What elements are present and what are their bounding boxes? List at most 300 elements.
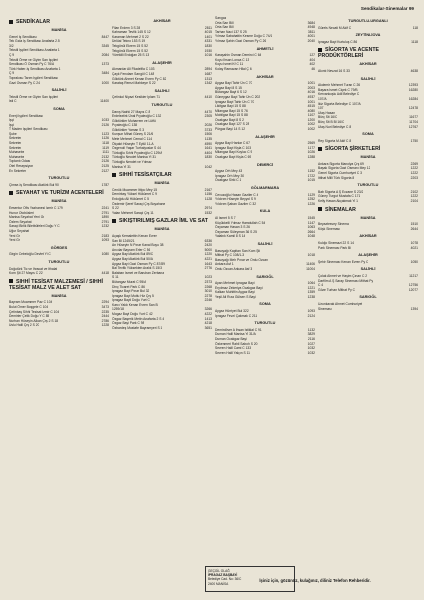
listing-name: Erdoğdu Ali Hükümet C 5 [112,197,150,201]
listing-phone: 2235 [101,309,109,314]
section-heading [318,146,418,152]
listing-row [318,139,418,144]
listing-phone: 1129 [307,192,315,197]
listing-name: Şehir Sineması Kenan Evren Py C [318,259,369,264]
listing-name: Nurhan Hüseyin Alkan Çrş 2 S 18 [9,318,59,323]
listing-name: Kahraman Tevfik 145 S 12 [112,30,151,35]
listing-name: Göktürkler Muharrem ve Lütfü [112,118,156,123]
listing-phone: 2124 [307,313,315,318]
listing-phone: 1222 [410,194,418,199]
section-heading-text: SİGORTA VE ACENTE PRODÜKTÖRLERİ [318,47,379,60]
listing-phone: 1135 [204,137,212,142]
listing-phone: 1015 [307,178,315,183]
listing-phone: 2126 [101,159,109,164]
town-subheading: MANİSA [360,215,376,220]
bullet-square-icon [112,219,116,223]
listing-name: Enerji İşçileri Sendikası [9,113,44,118]
listing-name: Başara İsmet Ciçek C 79/B [318,87,358,92]
listing-phone: 3266 [204,307,212,312]
listing-name: Aygaz Orh Mey 43 [215,169,243,174]
listing-phone: 2974 [204,206,212,211]
listing-phone: 1156 [204,192,212,197]
listing-name: Karcı Yaldı Kenan Evren San Bl [112,302,159,307]
listing-name: Özdemir Şeref Saraçi Çrş Boyahane [112,201,166,206]
town-subheading: AKHİSAR [256,74,274,79]
listing-name: Aygaz Bayi Gazi Osman Py C 87/89 [112,261,165,266]
listing-name: İpragaz Bayi Pınar Bul 32 [112,289,150,294]
section-heading-text: SIKIŞTIRILMIŞ GAZLAR İML VE SAT [119,218,208,225]
town-subheading: ZEYTİNLİOVA [355,33,381,38]
listing-phone: 2811 [204,25,212,30]
listing-name: Özbardeş Mustafe Bayramyeri S 1 [112,325,163,330]
listing-name: Çetinkol Niyazi Kesikier İplam 71 [112,95,161,100]
town-subheading: TURGUTLU [357,183,379,188]
listing-name: Mithat Py C 108/1-3 [215,253,245,258]
listing-phone: 1222 [410,166,418,171]
listing-phone: 4418 [101,271,109,276]
listing-name: Koyu İhsan Lonca C 13 [215,57,250,62]
listing-phone: 2269 [410,161,418,166]
listing-name: Manisa Yi 31 [112,164,131,169]
listing-phone: 1890 [101,215,109,220]
listing-name: Duman Halil Manisa Yi 31/A [215,332,256,337]
listing-phone: 2167 [204,187,212,192]
listing-name: Ulaş Nuri Belediye C 8 [318,124,352,129]
listing-phone: 1313 [204,76,212,81]
listing-name: Demirbay Yüksel Hükümet C 9 [112,192,158,197]
listing-phone: 11704 [409,119,418,124]
listing-row [112,53,212,58]
listing-phone: 1123 [101,131,109,136]
listing-phone: 2278 [204,293,212,298]
section-heading-text: SİNEMALAR [325,206,356,213]
listing-name: Bab Sigorta A Ş Eczane S 23/2 [318,189,364,194]
listing-name: Sekreter [9,136,22,141]
listing-name: Küçükkelli Yılmaz Hamdullah C 54 [215,220,266,225]
section-heading-text: SEYAHAT VE TURİZM ACENTELERİ [16,190,104,197]
bullet-square-icon [112,173,116,177]
listing-phone: 402 [309,62,315,67]
listing-name: Cevuzoğlu Hasan Gaziler C 4 [215,192,259,197]
listing-phone: 3684 [307,20,315,25]
listing-name: Güneygaz Bayi Tahir Ün C 202 [215,94,261,99]
listing-phone: 1787 [101,182,109,187]
listing-phone: 2104 [410,199,418,204]
listing-phone: 1222 [410,171,418,176]
listing-name: Yeni Gr [9,233,20,238]
listing-phone: 1026 [307,150,315,155]
listing-phone: 2026 [204,123,212,128]
listing-name: Tek Gıda İş Sendikası Anafarta 2.5 [9,39,60,44]
listing-name: Ankara Asf 1 [215,262,234,267]
listing-row [9,99,109,104]
section-heading [9,279,109,291]
listing-phone: 1050 [410,259,418,264]
listing-name: Sevren Halil Cami C 133 [215,346,252,351]
listing-row [9,81,109,86]
listing-row [112,326,212,331]
bullet-square-icon [9,279,13,283]
town-subheading: AKHİSAR [153,19,171,23]
listing-phone: 2776 [204,266,212,271]
listing-name: Dinç Ticaret Park C 86 [112,284,145,289]
listing-name: Aygaz Bayi Atatürk Bul 50/A [112,256,153,261]
listing-name: Basoyağı Meh Pınar ve Ordu Ozcan [215,257,268,262]
listing-phone: 1373 [101,62,109,67]
listing-phone: 2246 [204,298,212,303]
listing-phone: 2305 [204,114,212,119]
listing-name: Bürç Sit B Bl 16/C [318,119,345,124]
listing-name: Ocakgaz Sirki C 1 [215,178,242,183]
listing-phone: 1147 [307,220,315,225]
listing-phone: 11406 [306,262,315,267]
column-3 [215,16,315,355]
listing-name: Sevren Halil Yalçın S 11 [215,350,251,355]
listing-name: Yüreklili Erdoğan 25 S 13 [112,53,150,58]
listing-phone: 11004 [306,266,315,271]
listing-name: İsti C [9,99,17,104]
listing-name: Kelly Hasan Akçakmak Yi 1 [318,199,358,204]
listing-phone: 1252 [307,197,315,202]
listing-name: Özyaman Süleyman 36 S 25 [215,229,257,234]
running-head: Sendikalar-Sinemalar 99 [360,6,414,11]
listing-phone: 3829 [307,332,315,337]
town-subheading: TURGUTLU [48,259,70,264]
listing-phone: 1023 [204,275,212,280]
listing-phone: 1288 [307,155,315,160]
listing-phone: 4937 [307,94,315,99]
listing-name: Türkoğlu Sıhhi Pıyaleoğlu C 129/A [112,150,163,155]
listing-name: Ocakgaz Bayi Kişla C 69 [215,155,252,160]
listing-phone: 11677 [409,115,418,120]
listing-name: Basoyağı Kapitan San Kom Şti [215,248,261,253]
listing-name: Arı Hüseyin N Pınar Kanal Boyu 38 [112,243,164,248]
listing-phone: 1032 [307,346,315,351]
town-subheading: MANİSA [51,28,67,32]
listing-phone: 4080 [307,108,315,113]
listing-name: Çimse-İş Sendikası Atatürk Bul 90 [9,182,59,187]
listing-name: Koyu İsmet Kf C 11 [215,62,244,67]
listing-name: Karataş Remzi Mahkeye S 22 [112,81,156,86]
listing-name: Aygaz Hürriyet Bul 322 [215,309,249,314]
town-subheading: GÖRDES [50,245,68,250]
listing-name: Başak Sigorta Gazi Osmanı Mey 12 [318,166,371,171]
listing-name: Doğutürk Tic ve İhracat ve İthalat [9,266,58,271]
listing-row [9,252,109,257]
listing-phone: 404 [309,57,315,62]
listing-phone: 2203 [410,175,418,180]
listing-name: Kervankoşlu Adil Belediye C [318,92,360,97]
listing-phone: 2644 [410,226,418,231]
listing-phone: 2664 [307,229,315,234]
listing-phone: 8447 [101,34,109,39]
listing-row [215,267,315,272]
listing-name: Ç 9 [9,52,15,57]
listing-phone: 12756 [408,283,418,288]
listing-name: Milangaz Bayi Koyluc C 9 [215,150,253,155]
listing-name: Güney Turgut Mustafa C 171 [318,194,361,199]
section-heading-text: SENDİKALAR [16,19,51,25]
listing-row [215,314,315,319]
town-subheading: GÖLMARMARA [250,186,280,190]
listing-row [318,26,418,31]
town-subheading: TURGUTLU [48,176,70,181]
listing-phone: 1830 [204,43,212,48]
listing-phone: 2040 [307,38,315,43]
listing-phone: 12077 [408,287,418,292]
footer-slogan: İşiniz için, gözünüz, kulağınız, diliniz Telefon Rehberidir. [259,578,371,583]
listing-phone: 1093 [307,309,315,314]
listing-name: Yalan Mehmet Saraçi Çrş 11 [112,210,154,215]
listing-phone: 3473 [101,304,109,309]
listing-row [215,67,315,72]
listing-name: Sarıgaz [215,16,227,20]
town-subheading: SALİHLİ [360,267,376,272]
listing-phone: 16280 [408,87,418,92]
column-1 [9,16,109,328]
listing-row [9,238,109,243]
listing-name: Toplantı Odası [9,159,31,164]
listing-name: Çayk Fenolam Sarıgöl C 148 [112,71,155,76]
listing-name: Duman Ocakgaz Bayi [215,337,247,342]
listing-phone: 4016 [307,90,315,95]
listing-name: Köşk Sineması [318,226,340,231]
bullet-square-icon [318,48,322,52]
listing-name: Mobilgaz Bayi 15 S 88 [215,113,248,118]
listing-name: Al İsmet 5 S 7 [215,215,236,220]
listing-name: Göze Turhan Mithat Py C [318,287,356,292]
listing-name: Çolak Ahmet ve Haşim Çınan C 2 [318,273,368,278]
listing-row [9,169,109,174]
listing-phone: 1107 [307,113,315,118]
town-subheading: TURGUTLU [254,321,276,326]
town-subheading: SOMA [362,132,374,137]
listing-name: Karaşahin Osman Demirci C 64 [215,53,262,58]
listing-name: Tekgönül Ekrem 15 S 52 [112,43,148,48]
listing-name: Likitgaz Bayi 15 S 88 [215,104,246,109]
listing-phone: 2894 [204,67,212,72]
listing-name: Sekreter [9,145,22,150]
listing-name: Park Sineması Park Bi [318,245,351,250]
town-subheading: SARIGÖL [256,274,274,279]
listing-name: Kom Şti 27 Mayıs C 22 [9,271,43,276]
listing-name: İkiz Sigorta Belediye C 107/A [318,101,361,106]
listing-name: Ordu Ozcan Ankara Asf 3 [215,266,253,271]
listing-name: İttihat Milli Türk Sigorta 8 [318,175,355,180]
listing-phone: 5000 [204,247,212,252]
listing-phone: 4222 [204,312,212,317]
listing-phone: 1545 [307,215,315,220]
listing-phone: 2084 [101,52,109,57]
listing-phone: 2786 [101,318,109,323]
listing-name: San Bl 1245/21 [112,238,135,243]
ad-line-1: GEÇGİL OLAĞ [208,569,230,573]
listing-row [112,165,212,170]
listing-phone: 16284 [408,96,418,101]
town-subheading: SALİHLİ [51,88,67,93]
listing-phone: 1722 [307,173,315,178]
listing-name: Darfilm A Ş Saray Sineması Mithat Py [318,278,374,283]
listing-name: Akmardar Ali Filadelfia C 103 [112,67,155,72]
listing-row [112,81,212,86]
listing-row [9,323,109,328]
town-subheading: KULA [259,209,271,214]
listing-phone: 2791 [101,219,109,224]
listing-name: Özgaz Bayi Park C 98 [112,321,145,326]
listing-name: Hunur Otobüsleri [9,210,34,215]
listing-row [112,95,212,100]
listing-phone: 1126 [101,136,109,141]
listing-name: Ocakgaz Bayi 8 S 2 [215,117,244,122]
bullet-square-icon [318,207,322,211]
listing-name: Özgaz Başerik Metin Anafarta 2 S 4 [112,316,165,321]
listing-name: Uzunkavak Ahmet Cumhuriyet [318,301,363,306]
listing-name: Şube [9,131,17,136]
listing-row [215,155,315,160]
listing-name: Yıldırım Şaban Gaziler C 32 [215,201,257,206]
listing-name: Girgin Cebeloğlu Devlet Yi C [9,252,51,257]
listing-phone: 1641 [204,146,212,151]
listing-name: T Maden İşçileri Sendikası [9,127,48,132]
listing-name: Danış Nairki 27 Mayıs C 8 [112,109,151,114]
listing-phone: 2294 [101,300,109,305]
listing-phone: 1221 [307,285,315,290]
listing-row [215,295,315,300]
column-4 [318,16,418,311]
listing-phone: 4331 [204,39,212,44]
town-subheading: MANİSA [51,293,67,298]
listing-name: Sekreter [9,141,22,146]
listing-name: Demirler Çelik Doğu Y C 85 [9,314,50,319]
listing-row [318,199,418,204]
listing-name: Filan Erdem 3 S 28 [112,25,141,30]
listing-phone: 1002 [307,122,315,127]
listing-name: 107 [318,106,324,111]
section-heading [9,190,109,196]
listing-name: Pürgaz Bayi 14 S 12 [215,127,246,132]
listing-phone: 11217 [409,273,418,278]
bullet-square-icon [9,20,13,24]
town-subheading: MANİSA [51,199,67,204]
listing-name: S 22 [112,206,119,211]
listing-name: Bal Tevfik Yüksekten Aralık S 15/3 [112,266,162,271]
listing-phone: 1118 [102,141,109,146]
listing-name: Orta San Bill [215,20,234,25]
listing-name: Gürels Necati M Akif C [318,25,352,30]
listing-row [215,127,315,132]
listing-name: Tekstil Örme ve Giyim San İşçileri [9,94,59,99]
listing-phone: 1930 [204,48,212,53]
listing-name: 3/2 [9,43,14,48]
listing-phone: 1750 [410,138,418,143]
listing-phone: 2268 [204,284,212,289]
listing-name: Tekstil Örme ve Giyim San İşçileri [9,57,59,62]
listing-row [215,234,315,239]
listing-name: Milangaz Bayi 15 S 76 [215,108,248,113]
listing-name: Genel Sigorta Cumhuriyet C 3 [318,171,362,176]
listing-phone: 127 [309,53,315,58]
listing-name: Ocakgaz Bayi 127 S 28 [215,122,250,127]
listing-name: Ipragaz Bayi Tahir Ün C 70 [215,99,255,104]
listing-phone: 1506 [204,132,212,137]
section-heading [112,218,212,224]
listing-row [318,125,418,130]
listing-name: Eryılmaz Zekeriya Ocakgaz Bayi [215,285,263,290]
column-2 [112,16,212,330]
listing-name: Demirdöver A İhsan İstiklal C 91 [215,327,262,332]
town-subheading: ALAŞEHİR [152,60,172,65]
listing-name: Mete Mehmet Cemal C 114 [112,137,153,142]
listing-phone: 1018 [307,253,315,258]
listing-row [318,260,418,265]
listing-name: Çetinbaş Sihhi Tesisat İzmir C 104 [9,309,60,314]
listing-phone: 2102 [410,189,418,194]
listing-name: İpragaz Bayii Doğu Yurt C [112,298,150,303]
town-subheading: ALAŞEHİR [255,134,275,139]
listing-name: Türkoğlu Nendet ve Yılmaz [112,160,152,165]
listing-phone: 2373 [204,279,212,284]
listing-phone: 4221 [204,256,212,261]
listing-name: Cenük Muammer Ittipo Mey 15 [112,187,158,192]
listing-name: Rey Sigorta M Akif C 8 [318,138,352,143]
listing-name: Özkenmeri Rahil Saboh S 20 [215,341,258,346]
listing-row [9,183,109,188]
listing-name: Manisa Seyahat Yeni Gr [9,215,45,220]
listing-phone: 2241 [101,206,109,210]
listing-name: Sineması [318,306,332,311]
listing-name: Aygaz Bayi 8 S 15 [215,85,242,90]
listing-phone: 1002 [307,127,315,132]
listing-phone: 12767 [408,124,418,129]
listing-name: Ulaş Hasan [318,110,336,115]
town-subheading: AKHİSAR [359,234,377,239]
listing-name: Özyaman Hasan 3 S 26 [215,225,251,230]
listing-phone: 1016 [204,53,212,58]
listing-phone: 4590 [204,141,212,146]
listing-phone: 2132 [101,154,109,159]
listing-name: Gazi Osman Py C 24 [9,80,40,85]
listing-name: Ayan Mehmet İpragaz Bayi [215,281,255,286]
listing-name: Yılmaz Şahin Gazi Osman Py C 26 [215,38,267,43]
section-heading-text: SIHHİ TESİSAT MALZEMESİ / SIHHİ TESİSAT MALZ VE ALET SAT [9,278,103,291]
listing-name: Türkoğlu Necdet Manisa Yi 31 [112,155,156,160]
listing-name: Türk Haber-İş Sendikası Anafarta 1 [9,66,61,71]
listing-name: Mogaz Bayi Doğu Yurt C 42 [112,312,153,317]
listing-phone: 1200 [307,117,315,122]
listing-name: Muhasebe [9,154,25,159]
listing-name: Ünlüal Tekno 153 S 19 [112,39,146,44]
listing-phone: 3484 [101,71,109,76]
listing-phone: 3345 [101,43,109,48]
listing-name: Eesentur Ofis Yazhanesi İzmir C 179 [9,206,63,210]
listing-name: Yeni Gr [9,238,20,243]
listing-phone: 3651 [204,325,212,330]
listing-row [318,69,418,74]
listing-phone: 1001 [307,81,315,86]
listing-phone: 2183 [101,233,109,238]
listing-name: Aygaz Bayi Hanlar C 67 [215,141,250,146]
listing-name: Ölçakıt Hüseyin T Eylül 11-A [112,141,154,146]
listing-name: Saraçi Birlik Biletbüfeleri Doğu Y C [9,224,60,229]
section-heading [9,19,109,25]
section-heading [112,172,212,178]
listing-row [215,178,315,183]
ad-line-2: İPRAGAZ BAŞBAYİ [208,573,238,578]
town-subheading: SOMA [259,302,271,307]
listing-phone: 1643 [204,261,212,266]
listing-name: Toprakısu Tarım İşçileri Sendikası [9,75,59,80]
listing-name: Yıldırım Hüseyin Beyyol S 9 [215,197,256,202]
